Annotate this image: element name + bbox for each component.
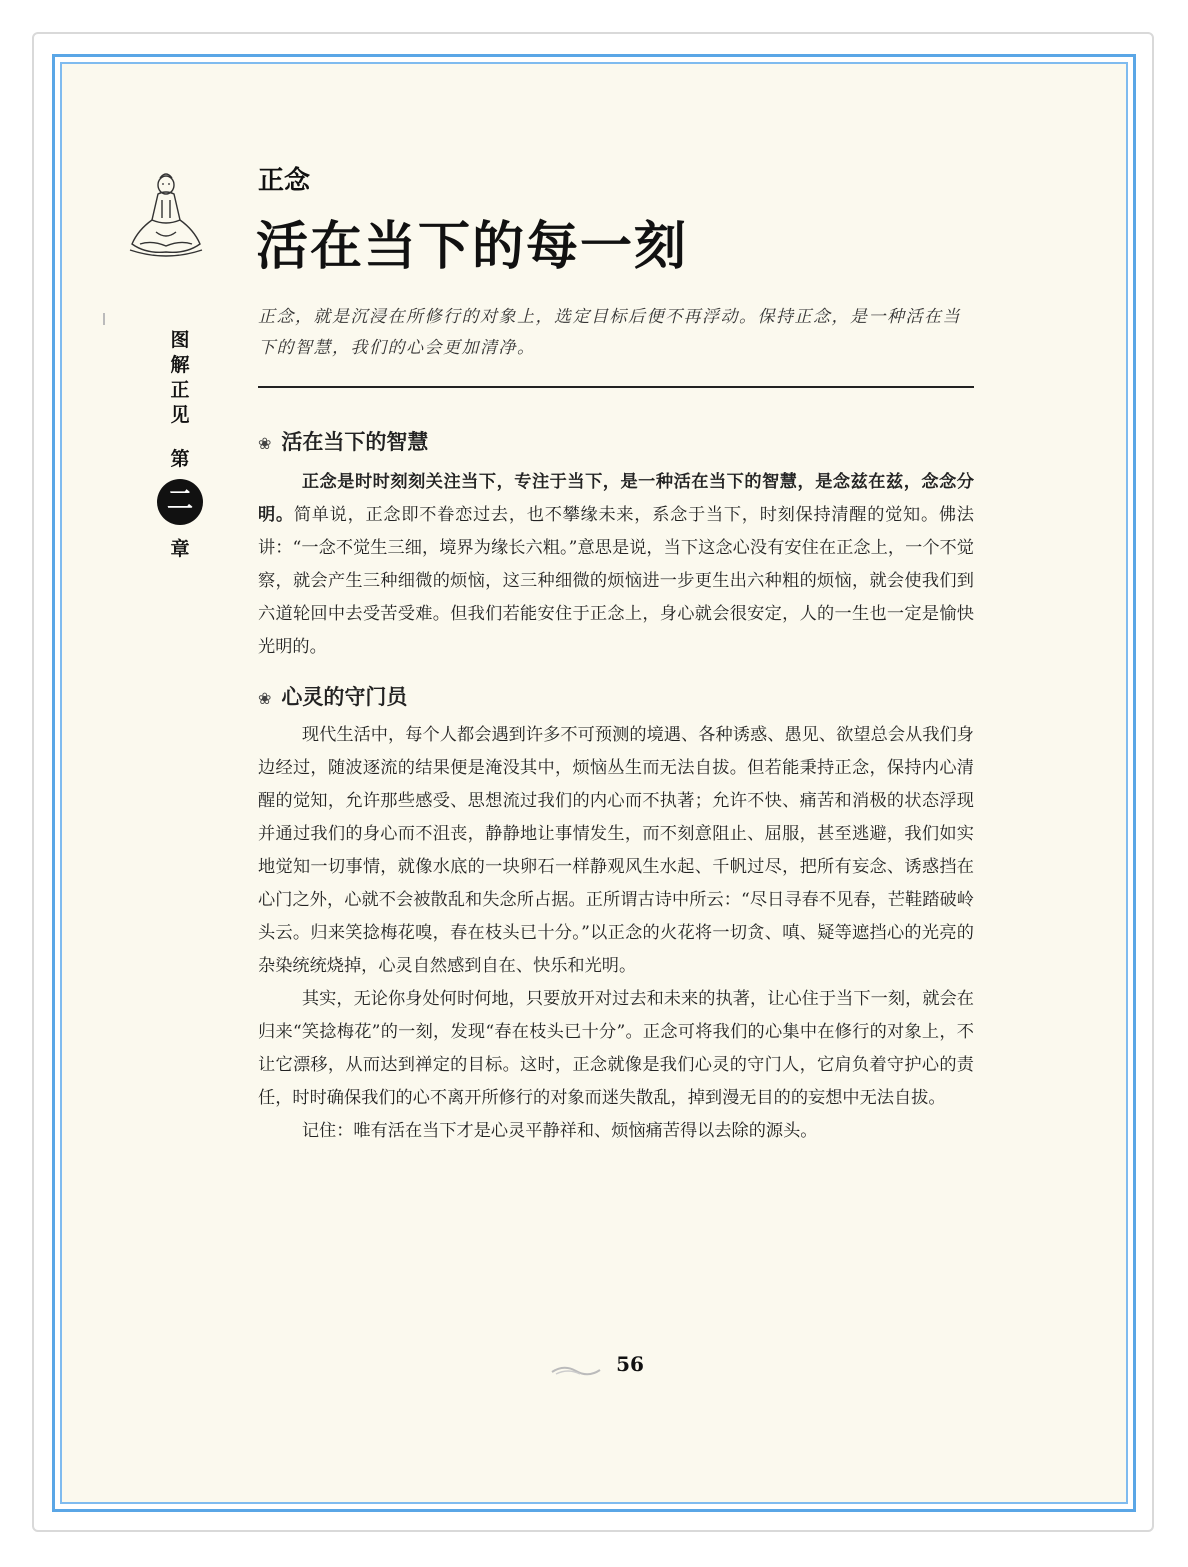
paragraph-text: 记住：唯有活在当下才是心灵平静祥和、烦恼痛苦得以去除的源头。 [301, 1121, 818, 1141]
series-title-vertical [166, 328, 194, 428]
paragraph [258, 983, 974, 1115]
paragraph-text: 其实，无论你身处何时何地，只要放开对过去和未来的执著，让心住于当下一刻，就会在归来“笑捻梅花”的一刻，发现“春在枝头已十分”。正念可将我们的心集中在修行的对象上，不让它漂移，从而达到禅定的目标。这时，正念就像是我们心灵的守门人，它肩负着守护心的责任，时时确保我们的心不离开所修行的对象而迷失散乱，掉到漫无目的的妄想中无法自拔。 [258, 989, 974, 1108]
intro-summary: 正念，就是沉浸在所修行的对象上，选定目标后便不再浮动。保持正念，是一种活在当下的智慧，我们的心会更加清净。 [258, 307, 961, 358]
section-heading [258, 681, 407, 711]
bold-lead: 正念是时时刻刻关注当下，专注于当下，是一种活在当下的智慧，是念兹在兹，念念分明。 [258, 472, 974, 525]
section-body [258, 466, 974, 664]
page-title: 活在当下的每一刻 [256, 217, 689, 277]
meditating-monk-illustration [126, 170, 206, 262]
lotus-ornament-icon: ❀ [258, 434, 272, 453]
chapter-prefix: 第 [170, 448, 190, 470]
paragraph [258, 466, 974, 664]
margin-mark [103, 313, 105, 325]
series-title-char: 图 [170, 329, 190, 351]
page-number: 56 [616, 1352, 644, 1376]
paragraph [258, 719, 974, 983]
section-heading [258, 426, 428, 456]
title-divider [258, 386, 974, 388]
series-title-char: 正 [170, 379, 190, 401]
section-heading-text: 活在当下的智慧 [281, 429, 429, 454]
section-heading-text: 心灵的守门员 [281, 684, 408, 709]
page-number-ornament-icon [550, 1362, 602, 1380]
lotus-ornament-icon: ❀ [258, 689, 272, 708]
series-title-char: 解 [170, 354, 190, 376]
paragraph-text: 简单说，正念即不眷恋过去，也不攀缘未来，系念于当下，时刻保持清醒的觉知。佛法讲：“一念不觉生三细，境界为缘长六粗。”意思是说，当下这念心没有安住在正念上，一个不觉察，就会产生三种细微的烦恼，这三种细微的烦恼进一步更生出六种粗的烦恼，就会使我们到六道轮回中去受苦受难。但我们若能安住于正念上，身心就会很安定，人的一生也一定是愉快光明的。 [258, 505, 974, 657]
section-kicker: 正念 [258, 166, 311, 196]
paragraph-text: 现代生活中，每个人都会遇到许多不可预测的境遇、各种诱惑、愚见、欲望总会从我们身边经过，随波逐流的结果便是淹没其中，烦恼丛生而无法自拔。但若能秉持正念，保持内心清醒的觉知，允许那些感受、思想流过我们的内心而不执著；允许不快、痛苦和消极的状态浮现并通过我们的身心而不沮丧，静静地让事情发生，而不刻意阻止、屈服，甚至逃避，我们如实地觉知一切事情，就像水底的一块卵石一样静观风生水起、千帆过尽，把所有妄念、诱惑挡在心门之外，心就不会被散乱和失念所占据。正所谓古诗中所云：“尽日寻春不见春，芒鞋踏破岭头云。归来笑捻梅花嗅，春在枝头已十分。”以正念的火花将一切贪、嗔、疑等遮挡心的光亮的杂染统统烧掉，心灵自然感到自在、快乐和光明。 [258, 725, 974, 976]
chapter-suffix: 章 [170, 538, 190, 560]
paragraph [258, 1115, 974, 1148]
chapter-number-badge: 二 [157, 479, 203, 525]
series-title-char: 见 [170, 404, 190, 426]
section-body [258, 719, 974, 1148]
